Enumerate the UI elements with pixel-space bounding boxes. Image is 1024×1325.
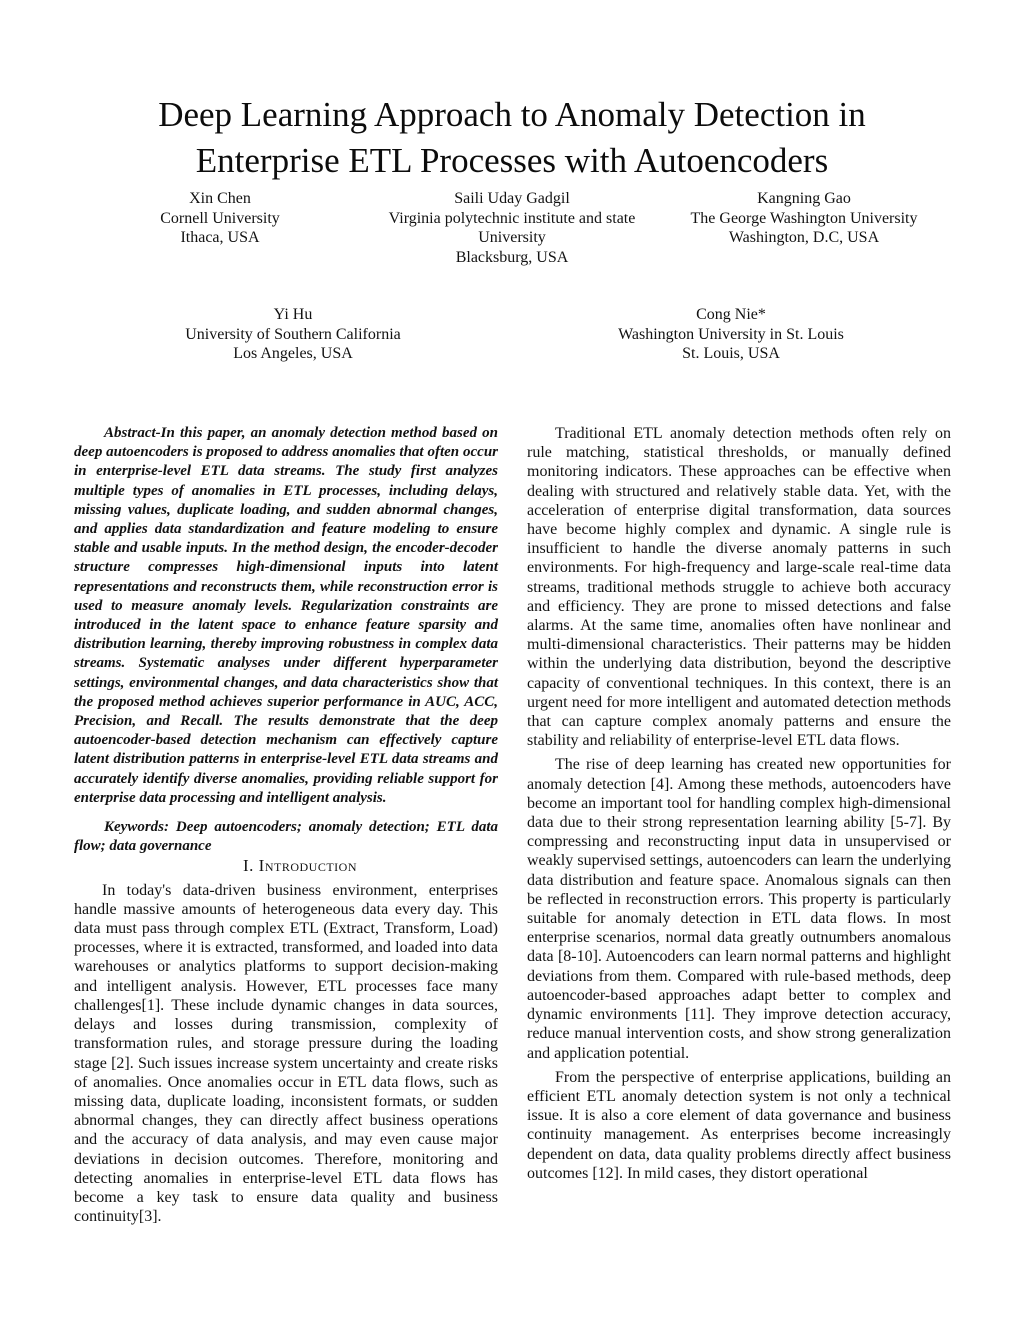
author-block-kangning-gao bbox=[658, 189, 950, 267]
keywords-paragraph: Keywords: Deep autoencoders; anomaly detection; ETL data flow; data governance bbox=[74, 819, 498, 855]
paper-title bbox=[0, 92, 1024, 184]
author-block-cong-nie bbox=[512, 305, 950, 364]
authors-row-2 bbox=[74, 305, 950, 364]
intro-paragraph-4: From the perspective of enterprise applications, building an efficient ETL anomaly detection system is not only a technical issue. It is also a core element of data governance and business continuity management. As enterprises become increasingly dependent on data, data quality problems directly affect business outcomes [12]. In mild cases, they distort operational bbox=[527, 1068, 951, 1182]
author-block-xin-chen bbox=[74, 189, 366, 267]
intro-paragraph-2: Traditional ETL anomaly detection methods often rely on rule matching, statistical thresholds, or manually defined monitoring indicators. These approaches can be effective when dealing with structured and relatively stable data. Yet, with the acceleration of enterprise digital transformation, data sources have become highly complex and dynamic. A single rule is insufficient to handle the diverse anomaly patterns in such environments. For high-frequency and large-scale real-time data streams, traditional methods struggle to achieve both accuracy and efficiency. They are prone to missed detections and false alarms. At the same time, anomalies often have nonlinear and multi-dimensional characteristics. Their patterns may be hidden within the underlying data distribution, beyond the descriptive capacity of conventional techniques. In this context, there is an urgent need for more intelligent and automated detection methods that can capture complex anomaly patterns and ensure the stability and reliability of enterprise-level ETL data flows. bbox=[527, 425, 951, 750]
abstract-paragraph: Abstract-In this paper, an anomaly detection method based on deep autoencoders is proposed to address anomalies that often occur in enterprise-level ETL data streams. The study first analyzes multiple types of anomalies in ETL processes, including delays, missing values, duplicate loading, and sudden abnormal changes, and applies data standardization and feature modeling to ensure stable and usable inputs. In the method design, the encoder-decoder structure compresses high-dimensional inputs into latent representations and reconstructs them, while reconstruction error is used to measure anomaly levels. Regularization constraints are introduced in the latent space to enhance feature sparsity and distribution learning, thereby improving robustness in complex data streams. Systematic analyses under different hyperparameter settings, environmental changes, and data characteristics show that the proposed method achieves superior performance in AUC, ACC, Precision, and Recall. The results demonstrate that the deep autoencoder-based detection mechanism can effectively capture latent distribution patterns in enterprise-level ETL data streams and accurately identify diverse anomalies, providing reliable support for enterprise data processing and intelligent analysis. bbox=[74, 425, 498, 806]
author-name: Xin Chen bbox=[189, 190, 251, 207]
paper-title-line-2: Enterprise ETL Processes with Autoencoders bbox=[195, 141, 829, 180]
author-location: Ithaca, USA bbox=[180, 229, 260, 246]
left-column bbox=[74, 424, 498, 1226]
author-affiliation: The George Washington University bbox=[690, 209, 918, 227]
right-column bbox=[527, 424, 951, 1183]
introduction-heading: I. Introduction bbox=[243, 856, 357, 876]
author-name: Yi Hu bbox=[273, 306, 313, 323]
author-block-saili-gadgil bbox=[366, 189, 658, 267]
author-location: Los Angeles, USA bbox=[233, 345, 353, 362]
author-location: Blacksburg, USA bbox=[455, 248, 569, 266]
author-affiliation: Virginia polytechnic institute and state University bbox=[388, 209, 636, 246]
paper-title-line-1: Deep Learning Approach to Anomaly Detection in bbox=[158, 95, 866, 134]
intro-paragraph-3: The rise of deep learning has created new opportunities for anomaly detection [4]. Among these methods, autoencoders have become an important tool for handling complex high-dimensional data due to their strong representation learning ability [5-7]. By compressing and reconstructing input data in unsupervised or weakly supervised settings, autoencoders can learn the underlying data distribution and feature space. Anomalous signals can then be reflected in reconstruction errors. This property is particularly suitable for anomaly detection in ETL data flows. In most enterprise scenarios, normal data greatly outnumbers anomalous data [8-10]. Autoencoders can learn normal patterns and highlight deviations from them. Compared with rule-based methods, deep autoencoder-based approaches adapt better to complex and dynamic environments [11]. They improve detection accuracy, reduce manual intervention costs, and show strong generalization and application potential. bbox=[527, 756, 951, 1062]
author-affiliation: University of Southern California bbox=[185, 325, 401, 343]
authors-row-1 bbox=[74, 189, 950, 267]
intro-paragraph-1: In today's data-driven business environment, enterprises handle massive amounts of heterogeneous data every day. This data must pass through complex ETL (Extract, Transform, Load) processes, where it is extracted, transformed, and loaded into data warehouses or analytics platforms to support decision-making and intelligent analysis. However, ETL processes face many challenges[1]. These include dynamic changes in data sources, delays and losses during transmission, complexity of transformation rules, and storage pressure during the loading stage [2]. Such issues increase system uncertainty and create risks of anomalies. Once anomalies occur in ETL data flows, such as missing data, duplicate loading, inconsistent formats, or sudden abnormal changes, they can directly affect business operations and the accuracy of data analysis, and may even cause major deviations in decision outcomes. Therefore, monitoring and detecting anomalies in enterprise-level ETL data flows has become a key task to ensure data quality and business continuity[3]. bbox=[74, 881, 498, 1226]
author-affiliation: Washington University in St. Louis bbox=[618, 325, 844, 343]
author-affiliation: Cornell University bbox=[160, 209, 280, 227]
author-name: Saili Uday Gadgil bbox=[454, 190, 570, 207]
author-name: Kangning Gao bbox=[757, 190, 851, 207]
author-location: Washington, D.C, USA bbox=[728, 229, 880, 246]
author-location: St. Louis, USA bbox=[682, 345, 780, 362]
author-name: Cong Nie* bbox=[696, 306, 766, 323]
author-block-yi-hu bbox=[74, 305, 512, 364]
